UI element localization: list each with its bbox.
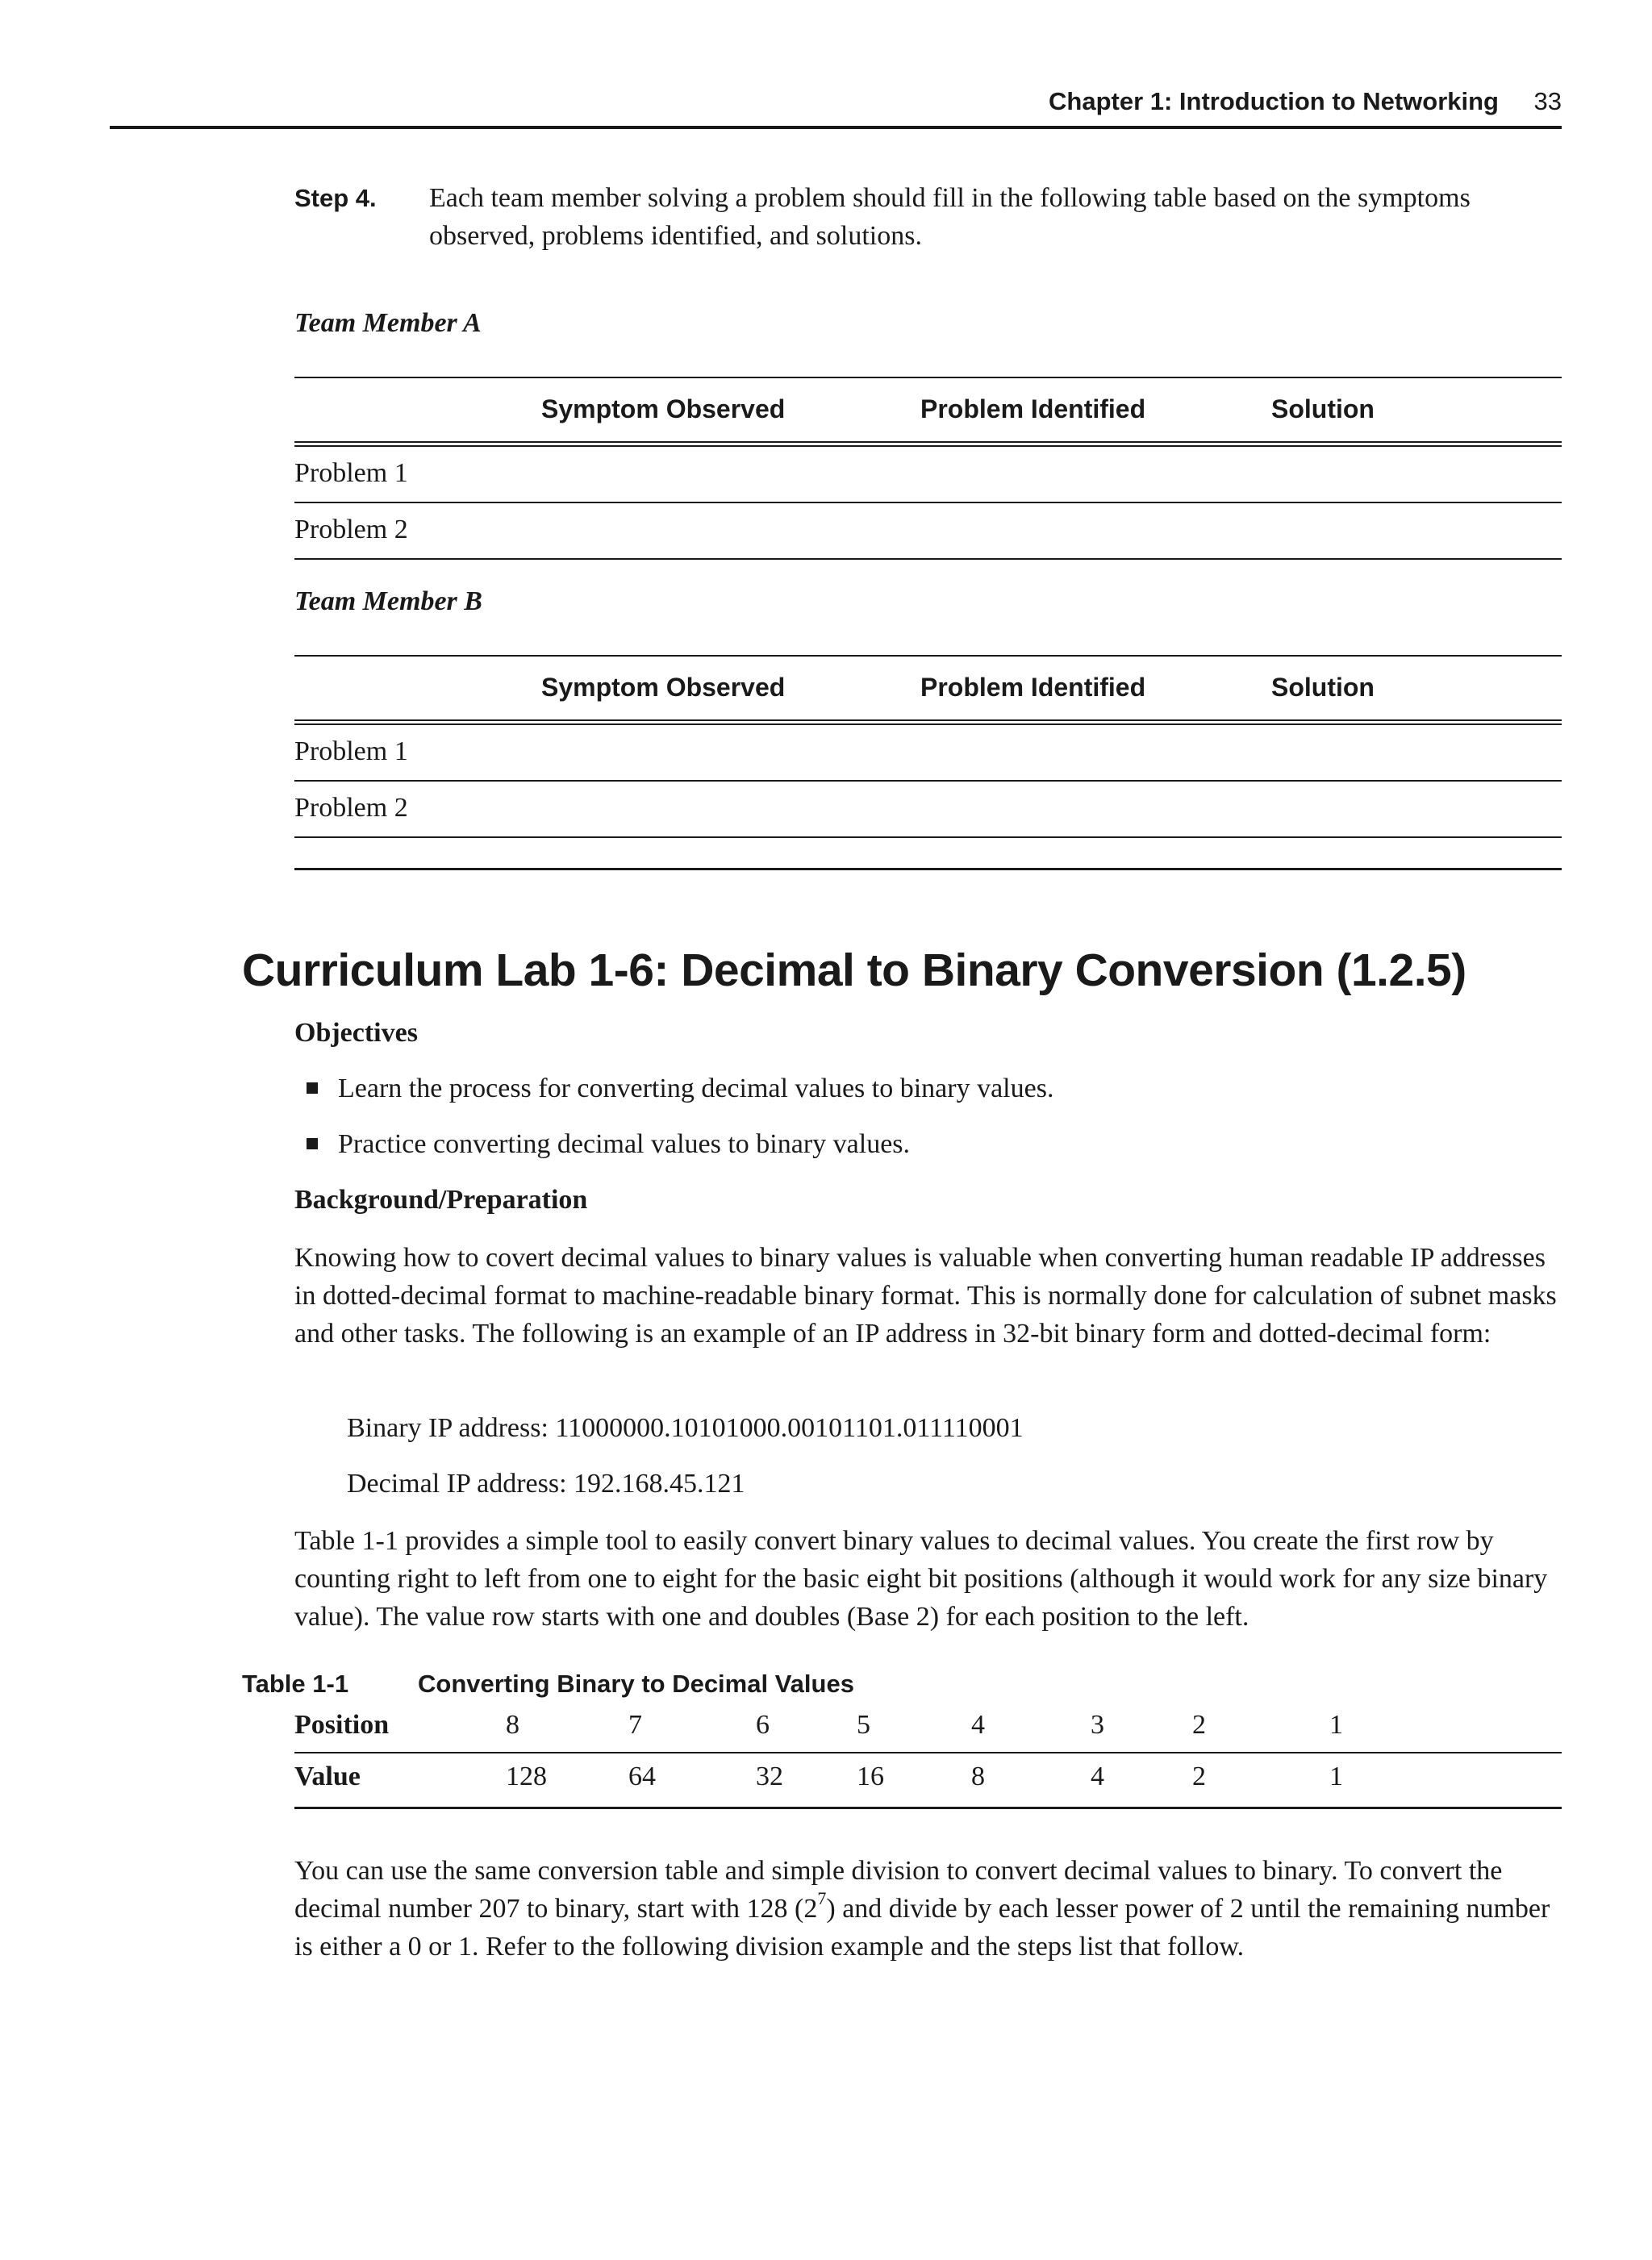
- row-label: Problem 2: [294, 515, 408, 544]
- table-row: [294, 782, 1562, 838]
- objectives-heading: Objectives: [294, 1018, 418, 1048]
- closing-text-start: You can use the same conversion table and simple division to convert decimal values to binary. To convert the decimal number 207 to binary, start with 128 (2: [294, 1856, 1503, 1924]
- running-header: [110, 81, 1562, 129]
- table-title: Converting Binary to Decimal Values: [418, 1670, 854, 1698]
- closing-paragraph: [294, 1852, 1562, 1966]
- row-label: Value: [294, 1762, 361, 1791]
- column-header: Symptom Observed: [541, 394, 786, 423]
- background-paragraph: Knowing how to covert decimal values to binary values is valuable when converting human readable IP addresses in dotted-decimal format to machine-readable binary format. This is normally done for calculation of subnet masks and other tasks. The following is an example of an IP address in 32-bit binary form and dotted-decimal form:: [294, 1243, 1557, 1349]
- objective-item: [307, 1129, 910, 1160]
- row-label: Position: [294, 1710, 390, 1740]
- table-row: [294, 447, 1562, 503]
- table-cell: 64: [628, 1762, 656, 1791]
- table-row: [294, 725, 1562, 782]
- table-cell: 7: [628, 1710, 642, 1740]
- table-caption: [242, 1670, 854, 1699]
- row-label: Problem 2: [294, 793, 408, 823]
- column-header: Solution: [1271, 394, 1375, 423]
- table-row-position: [294, 1702, 1562, 1753]
- background-heading: Background/Preparation: [294, 1185, 588, 1215]
- table-row: [294, 503, 1562, 560]
- objective-item: [307, 1074, 1053, 1104]
- closing-text-end: ) and divide by each lesser power of 2 until the remaining number is either a 0 or 1. Refer to the following division example and the steps list that follow.: [294, 1894, 1550, 1962]
- table-cell: 1: [1329, 1762, 1343, 1791]
- table-cell: 4: [1091, 1762, 1104, 1791]
- table-cell: 4: [971, 1710, 985, 1740]
- team-member-b-label: Team Member B: [294, 586, 482, 616]
- table-header-row: [294, 655, 1562, 725]
- team-member-a-label: Team Member A: [294, 308, 482, 338]
- objective-text: Practice converting decimal values to binary values.: [338, 1129, 911, 1159]
- table-cell: 8: [506, 1710, 519, 1740]
- bullet-square-icon: [307, 1138, 318, 1149]
- table-cell: 2: [1192, 1762, 1206, 1791]
- team-member-a-table: [294, 377, 1562, 560]
- table-header-row: [294, 377, 1562, 447]
- column-header: Problem Identified: [920, 394, 1146, 423]
- step-text: Each team member solving a problem should fill in the following table based on the symptoms observed, problems identified, and solutions.: [429, 183, 1471, 251]
- table-number: Table 1-1: [242, 1670, 349, 1698]
- column-header: Problem Identified: [920, 673, 1146, 702]
- column-header: Symptom Observed: [541, 673, 786, 702]
- binary-ip-example: Binary IP address: 11000000.10101000.00101101.011110001: [347, 1413, 1024, 1443]
- lab-title: Curriculum Lab 1-6: Decimal to Binary Conversion (1.2.5): [242, 944, 1466, 996]
- step-4: [294, 179, 1562, 255]
- table-cell: 2: [1192, 1710, 1206, 1740]
- bullet-square-icon: [307, 1082, 318, 1094]
- section-divider: [294, 868, 1562, 870]
- table-row-value: [294, 1753, 1562, 1809]
- table-cell: 6: [756, 1710, 770, 1740]
- row-label: Problem 1: [294, 458, 408, 488]
- exponent: 7: [817, 1887, 827, 1908]
- team-member-b-table: [294, 655, 1562, 838]
- table-intro-paragraph: Table 1-1 provides a simple tool to easily convert binary values to decimal values. You create the first row by counting right to left from one to eight for the basic eight bit positions (although it would work for any size binary value). The value row starts with one and doubles (Base 2) for each position to the left.: [294, 1526, 1548, 1632]
- column-header: Solution: [1271, 673, 1375, 702]
- conversion-table: [294, 1702, 1562, 1809]
- table-cell: 128: [506, 1762, 547, 1791]
- step-label: Step 4.: [294, 184, 377, 212]
- table-cell: 16: [857, 1762, 884, 1791]
- table-cell: 1: [1329, 1710, 1343, 1740]
- chapter-title: Chapter 1: Introduction to Networking: [1049, 87, 1499, 115]
- page-number: 33: [1533, 87, 1562, 115]
- table-cell: 32: [756, 1762, 783, 1791]
- table-cell: 3: [1091, 1710, 1104, 1740]
- row-label: Problem 1: [294, 736, 408, 766]
- decimal-ip-example: Decimal IP address: 192.168.45.121: [347, 1469, 745, 1499]
- objective-text: Learn the process for converting decimal values to binary values.: [338, 1074, 1054, 1103]
- table-cell: 8: [971, 1762, 985, 1791]
- table-cell: 5: [857, 1710, 870, 1740]
